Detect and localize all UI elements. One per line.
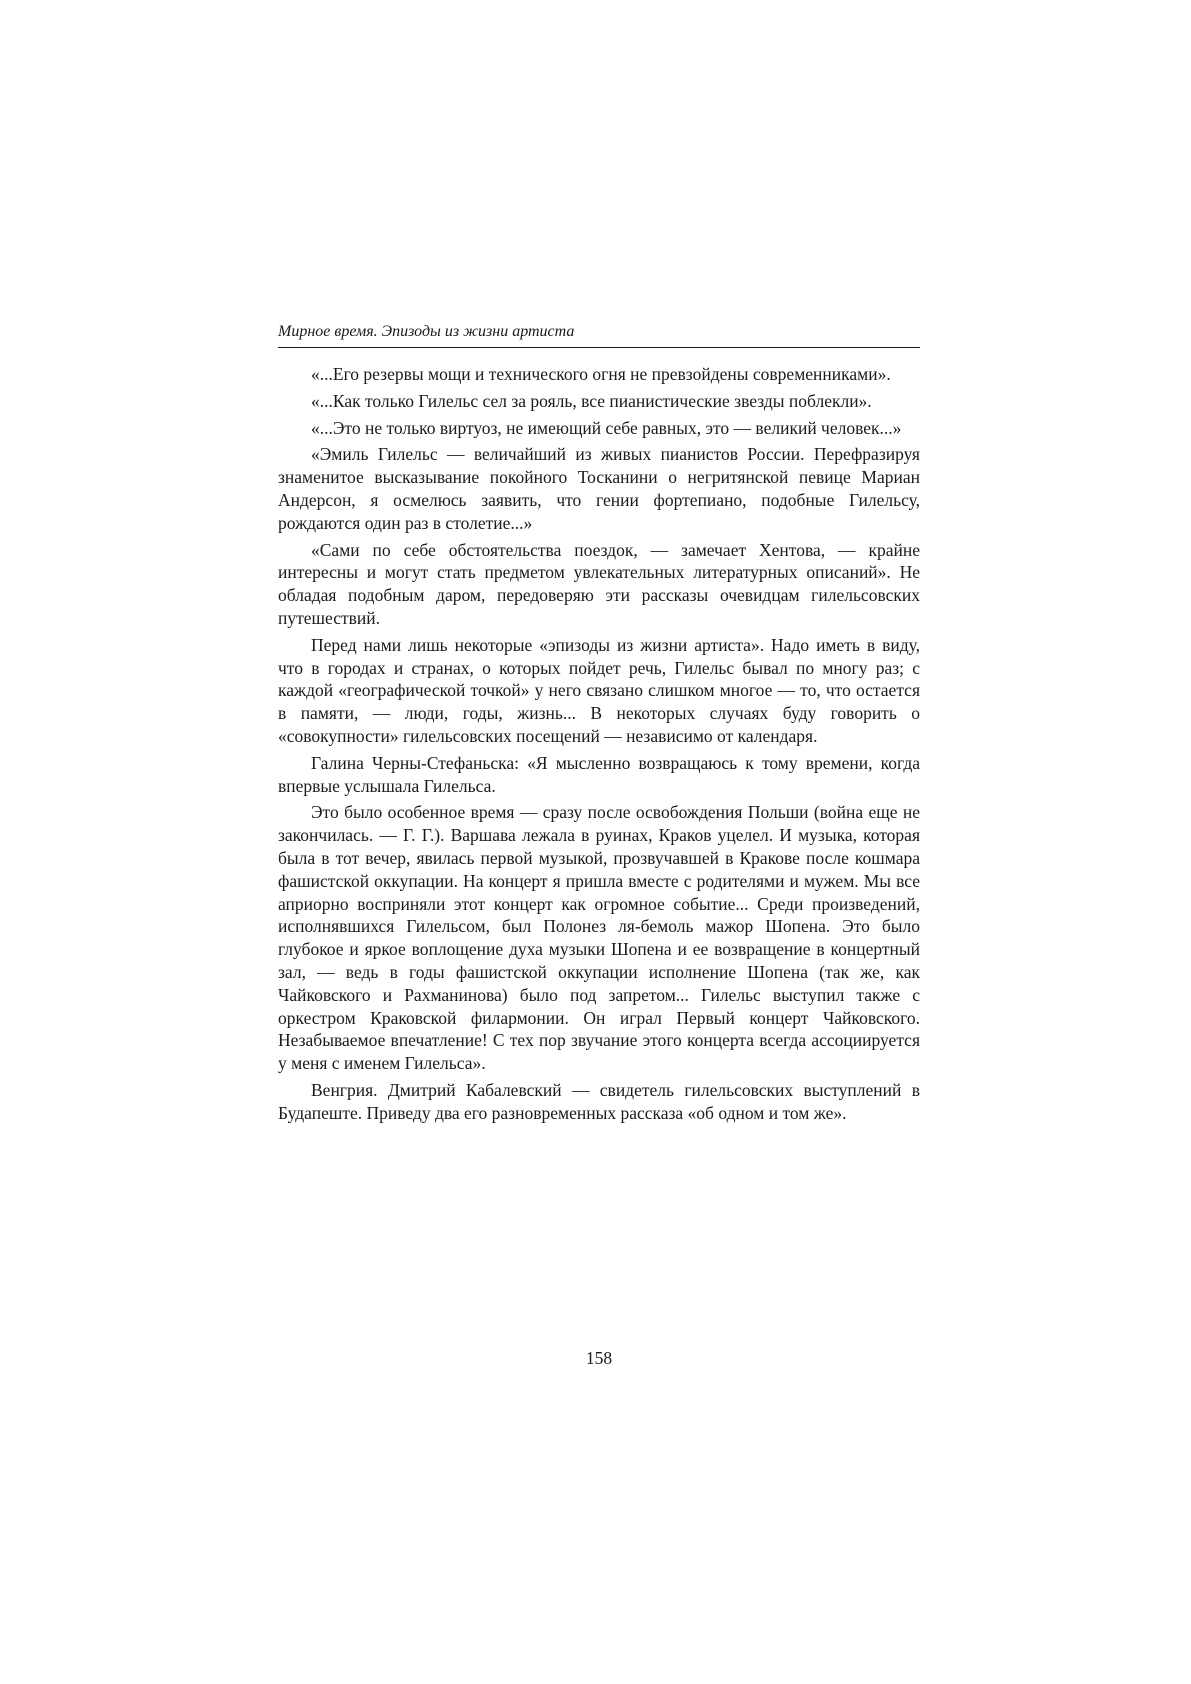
paragraph: «Сами по себе обстоятельства поездок, — замечает Хентова, — крайне интересны и могут стать предметом увлекательных литературных описаний». Не обладая подобным даром, передоверяю эти рассказы очевидцам гилельсовских путешествий. <box>278 539 920 628</box>
paragraph: «...Его резервы мощи и технического огня не превзойдены современниками». <box>311 364 891 384</box>
paragraph: «Эмиль Гилельс — величайший из живых пианистов России. Перефразируя знаменитое высказывание покойного Тосканини о негритянской певице Мариан Андерсон, я осмелюсь заявить, что гении фортепиано, подобные Гилельсу, рождаются один раз в столетие...» <box>278 444 920 533</box>
paragraph: Перед нами лишь некоторые «эпизоды из жизни артиста». Надо иметь в виду, что в городах и странах, о которых пойдет речь, Гилельс бывал по многу раз; с каждой «географической точкой» у него связано слишком многое — то, что остается в памяти, — люди, годы, жизнь... В некоторых случаях буду говорить о «совокупности» гилельсовских посещений — независимо от календаря. <box>278 634 920 746</box>
running-header: Мирное время. Эпизоды из жизни артиста <box>278 322 920 348</box>
book-page <box>278 322 920 1129</box>
body-text <box>278 363 920 1125</box>
paragraph: Это было особенное время — сразу после освобождения Польши (война еще не закончилась. — Г. Г.). Варшава лежала в руинах, Краков уцелел. И музыка, которая была в тот вечер, явилась первой музыкой, прозвучавшей в Кракове после кошмара фашистской оккупации. На концерт я пришла вместе с родителями и мужем. Мы все априорно восприняли этот концерт как огромное событие... Среди произведений, исполнявшихся Гилельсом, был Полонез ля-бемоль мажор Шопена. Это было глубокое и яркое воплощение духа музыки Шопена и ее возвращение в концертный зал, — ведь в годы фашистской оккупации исполнение Шопена (так же, как Чайковского и Рахманинова) было под запретом... Гилельс выступил также с оркестром Краковской филармонии. Он играл Первый концерт Чайковского. Незабываемое впечатление! С тех пор звучание этого концерта всегда ассоциируется у меня с именем Гилельса». <box>278 802 920 1074</box>
page-number: 158 <box>585 1348 613 1368</box>
paragraph: Венгрия. Дмитрий Кабалевский — свидетель гилельсовских выступлений в Будапеште. Приведу два его разновременных рассказа «об одном и том же». <box>278 1079 920 1123</box>
paragraph: «...Это не только виртуоз, не имеющий себе равных, это — великий человек...» <box>311 417 902 438</box>
paragraph: Галина Черны-Стефаньска: «Я мысленно возвращаюсь к тому времени, когда впервые услышала Гилельса. <box>278 752 920 796</box>
paragraph: «...Как только Гилельс сел за рояль, все пианистические звезды поблекли». <box>311 390 872 411</box>
